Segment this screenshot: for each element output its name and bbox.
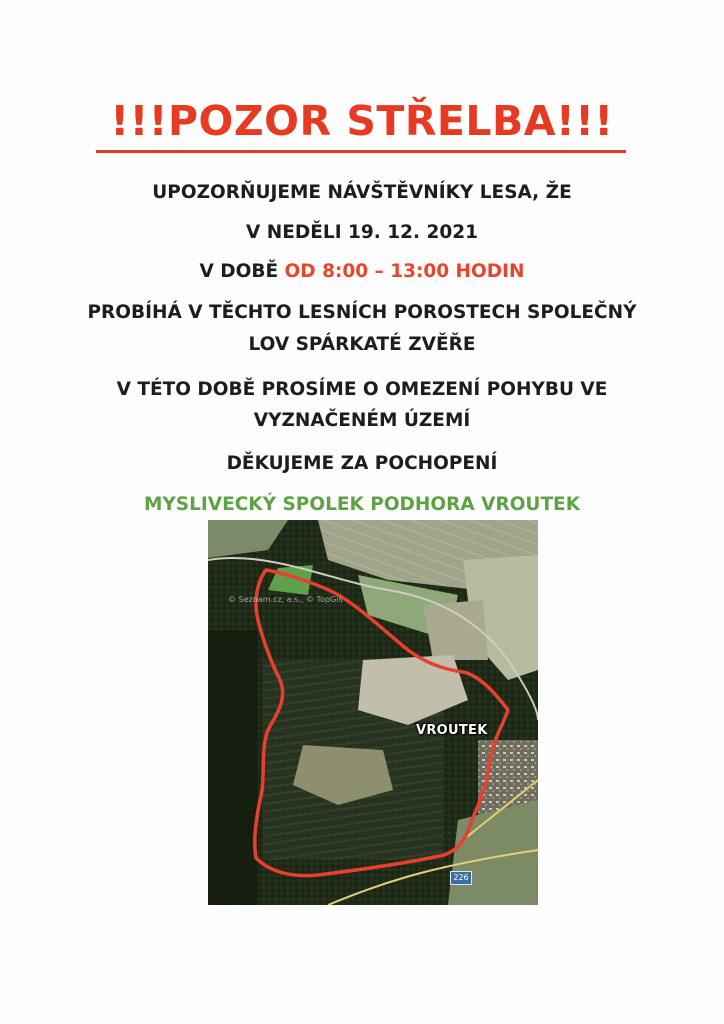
time-range: OD 8:00 – 13:00 HODIN <box>284 261 525 282</box>
notice-line-time <box>0 260 724 284</box>
map-place-label: VROUTEK <box>416 723 488 738</box>
notice-line-hunt-2: LOV SPÁRKATÉ ZVĚŘE <box>248 334 476 355</box>
notice-line-request-1: V TÉTO DOBĚ PROSÍME O OMEZENÍ POHYBU VE <box>116 379 608 400</box>
map-watermark: © Seznam.cz, a.s., © TopGis <box>228 595 343 604</box>
time-prefix: V DOBĚ <box>199 261 285 282</box>
notice-title: !!!POZOR STŘELBA!!! <box>110 97 614 145</box>
hunt-area-map <box>208 520 538 905</box>
notice-line-request-2: VYZNAČENÉM ÚZEMÍ <box>253 410 471 431</box>
title-underline <box>96 150 626 153</box>
notice-line-date: V NEDĚLI 19. 12. 2021 <box>246 222 478 243</box>
road-number-badge: 226 <box>450 871 472 885</box>
aerial-map-image <box>208 520 538 905</box>
notice-line-visitors: UPOZORŇUJEME NÁVŠTĚVNÍKY LESA, ŽE <box>152 182 572 203</box>
notice-signature: MYSLIVECKÝ SPOLEK PODHORA VROUTEK <box>143 494 581 515</box>
notice-line-thanks: DĚKUJEME ZA POCHOPENÍ <box>226 453 498 474</box>
notice-line-hunt-1: PROBÍHÁ V TĚCHTO LESNÍCH POROSTECH SPOLEČNÝ <box>87 302 637 323</box>
